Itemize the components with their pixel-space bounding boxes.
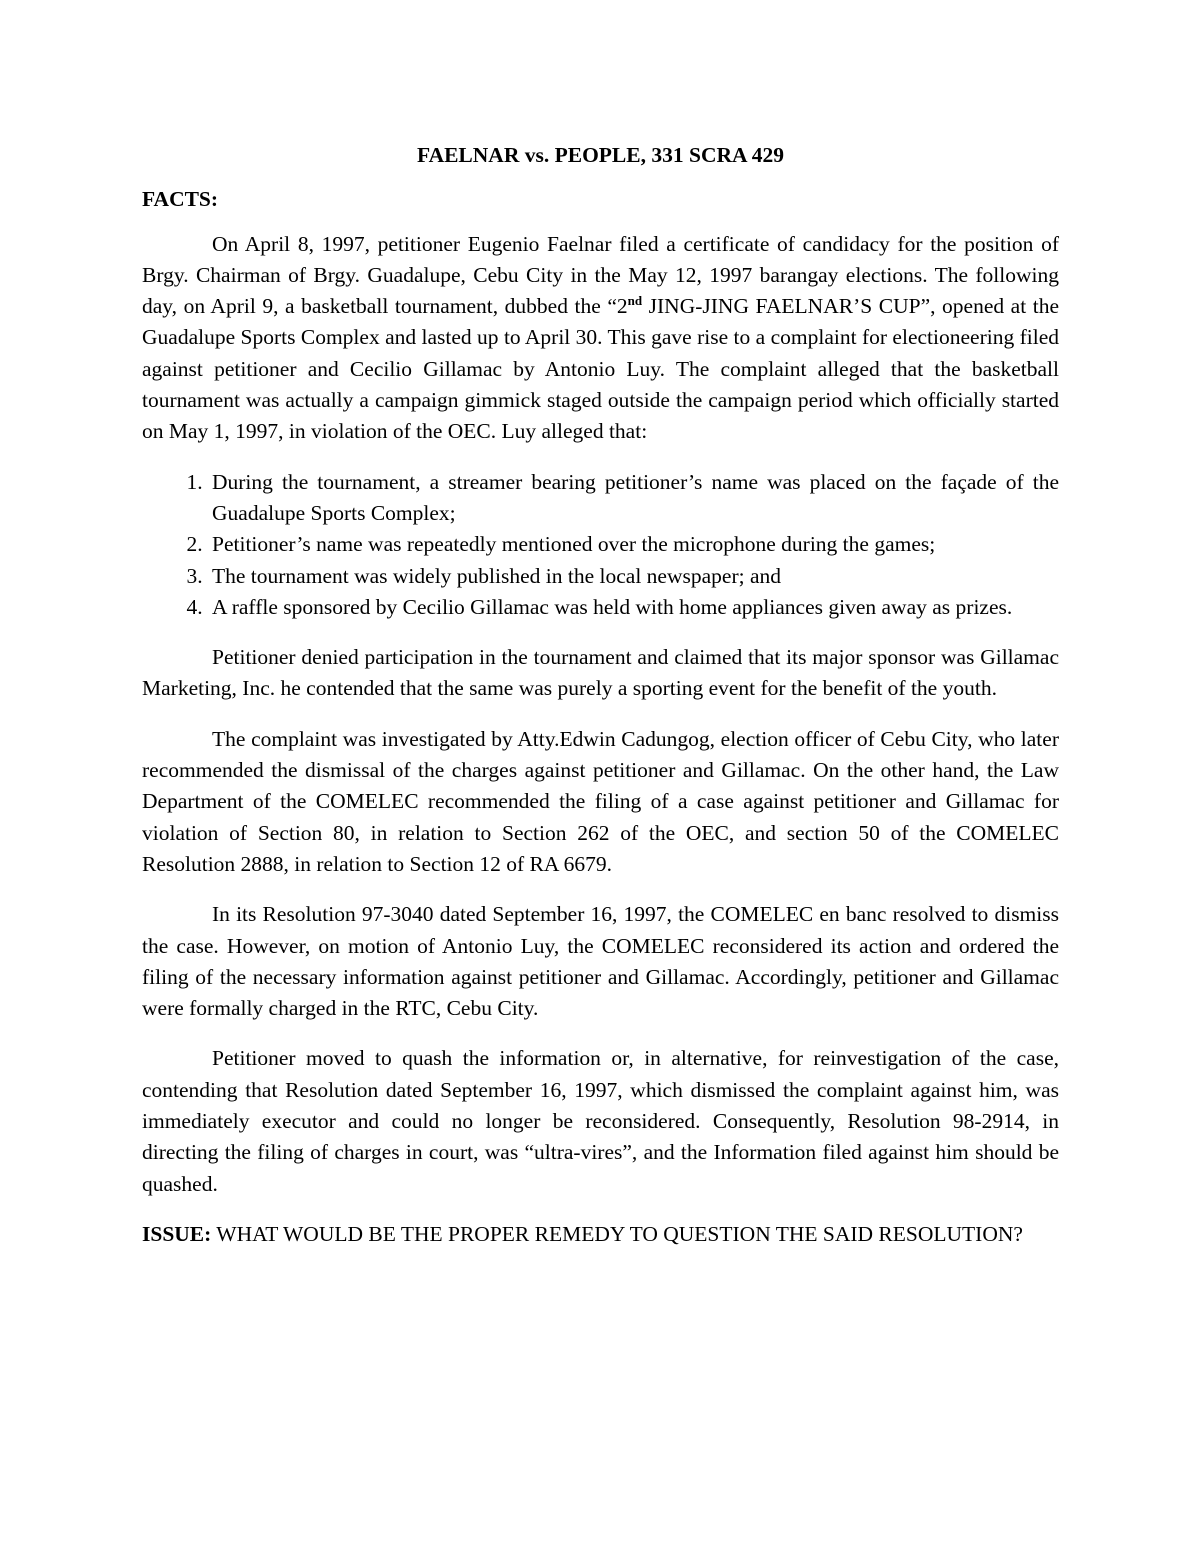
- body-paragraph: Petitioner moved to quash the information or, in alternative, for reinvestigation of the case, contending that Resolution dated September 16, 1997, which dismissed the complaint against him, was immediately executor and could no longer be reconsidered. Consequently, Resolution 98-2914, in directing the filing of charges in court, was “ultra-vires”, and the Information filed against him should be quashed.: [142, 1046, 1059, 1196]
- issue-statement: [142, 1219, 1059, 1250]
- facts-text-start: On April 8, 1997, petitioner Eugenio Faelnar filed a certificate of candidacy for the position of Brgy. Chairman of Brgy. Guadalupe, Cebu City in the May 12, 1997 barangay elections. The following day, on April 9, a basketball tournament, dubbed the “2: [142, 231, 1059, 319]
- body-paragraph: In its Resolution 97-3040 dated September 16, 1997, the COMELEC en banc resolved to dismiss the case. However, on motion of Antonio Luy, the COMELEC reconsidered its action and ordered the filing of the necessary information against petitioner and Gillamac. Accordingly, petitioner and Gillamac were formally charged in the RTC, Cebu City.: [142, 902, 1059, 1021]
- facts-text-end: JING-JING FAELNAR’S CUP”, opened at the Guadalupe Sports Complex and lasted up to April 30. This gave rise to a complaint for electioneering filed against petitioner and Cecilio Gillamac by Antonio Luy. The complaint alleged that the basketball tournament was actually a campaign gimmick staged outside the campaign period which officially started on May 1, 1997, in violation of the OEC. Luy alleged that:: [142, 294, 1059, 444]
- facts-paragraph: [142, 229, 1059, 448]
- case-title: FAELNAR vs. PEOPLE, 331 SCRA 429: [417, 143, 784, 167]
- allegation-item: 4. A raffle sponsored by Cecilio Gillamac was held with home appliances given away as prizes.: [208, 592, 1059, 623]
- allegation-item: 3. The tournament was widely published in the local newspaper; and: [208, 561, 1059, 592]
- issue-label: ISSUE:: [142, 1221, 212, 1246]
- body-paragraph: Petitioner denied participation in the tournament and claimed that its major sponsor was Gillamac Marketing, Inc. he contended that the same was purely a sporting event for the benefit of the youth.: [142, 645, 1059, 701]
- document-page: [142, 140, 1059, 1250]
- allegation-item: 2. Petitioner’s name was repeatedly mentioned over the microphone during the games;: [208, 529, 1059, 560]
- issue-text: WHAT WOULD BE THE PROPER REMEDY TO QUESTION THE SAID RESOLUTION?: [211, 1221, 1023, 1246]
- ordinal-superscript: nd: [627, 293, 643, 309]
- body-paragraph: The complaint was investigated by Atty.Edwin Cadungog, election officer of Cebu City, who later recommended the dismissal of the charges against petitioner and Gillamac. On the other hand, the Law Department of the COMELEC recommended the filing of a case against petitioner and Gillamac for violation of Section 80, in relation to Section 262 of the OEC, and section 50 of the COMELEC Resolution 2888, in relation to Section 12 of RA 6679.: [142, 726, 1059, 876]
- facts-heading: FACTS:: [142, 187, 219, 212]
- allegation-item: 1. During the tournament, a streamer bearing petitioner’s name was placed on the façade of the Guadalupe Sports Complex;: [208, 467, 1059, 530]
- allegations-list: [142, 467, 1059, 623]
